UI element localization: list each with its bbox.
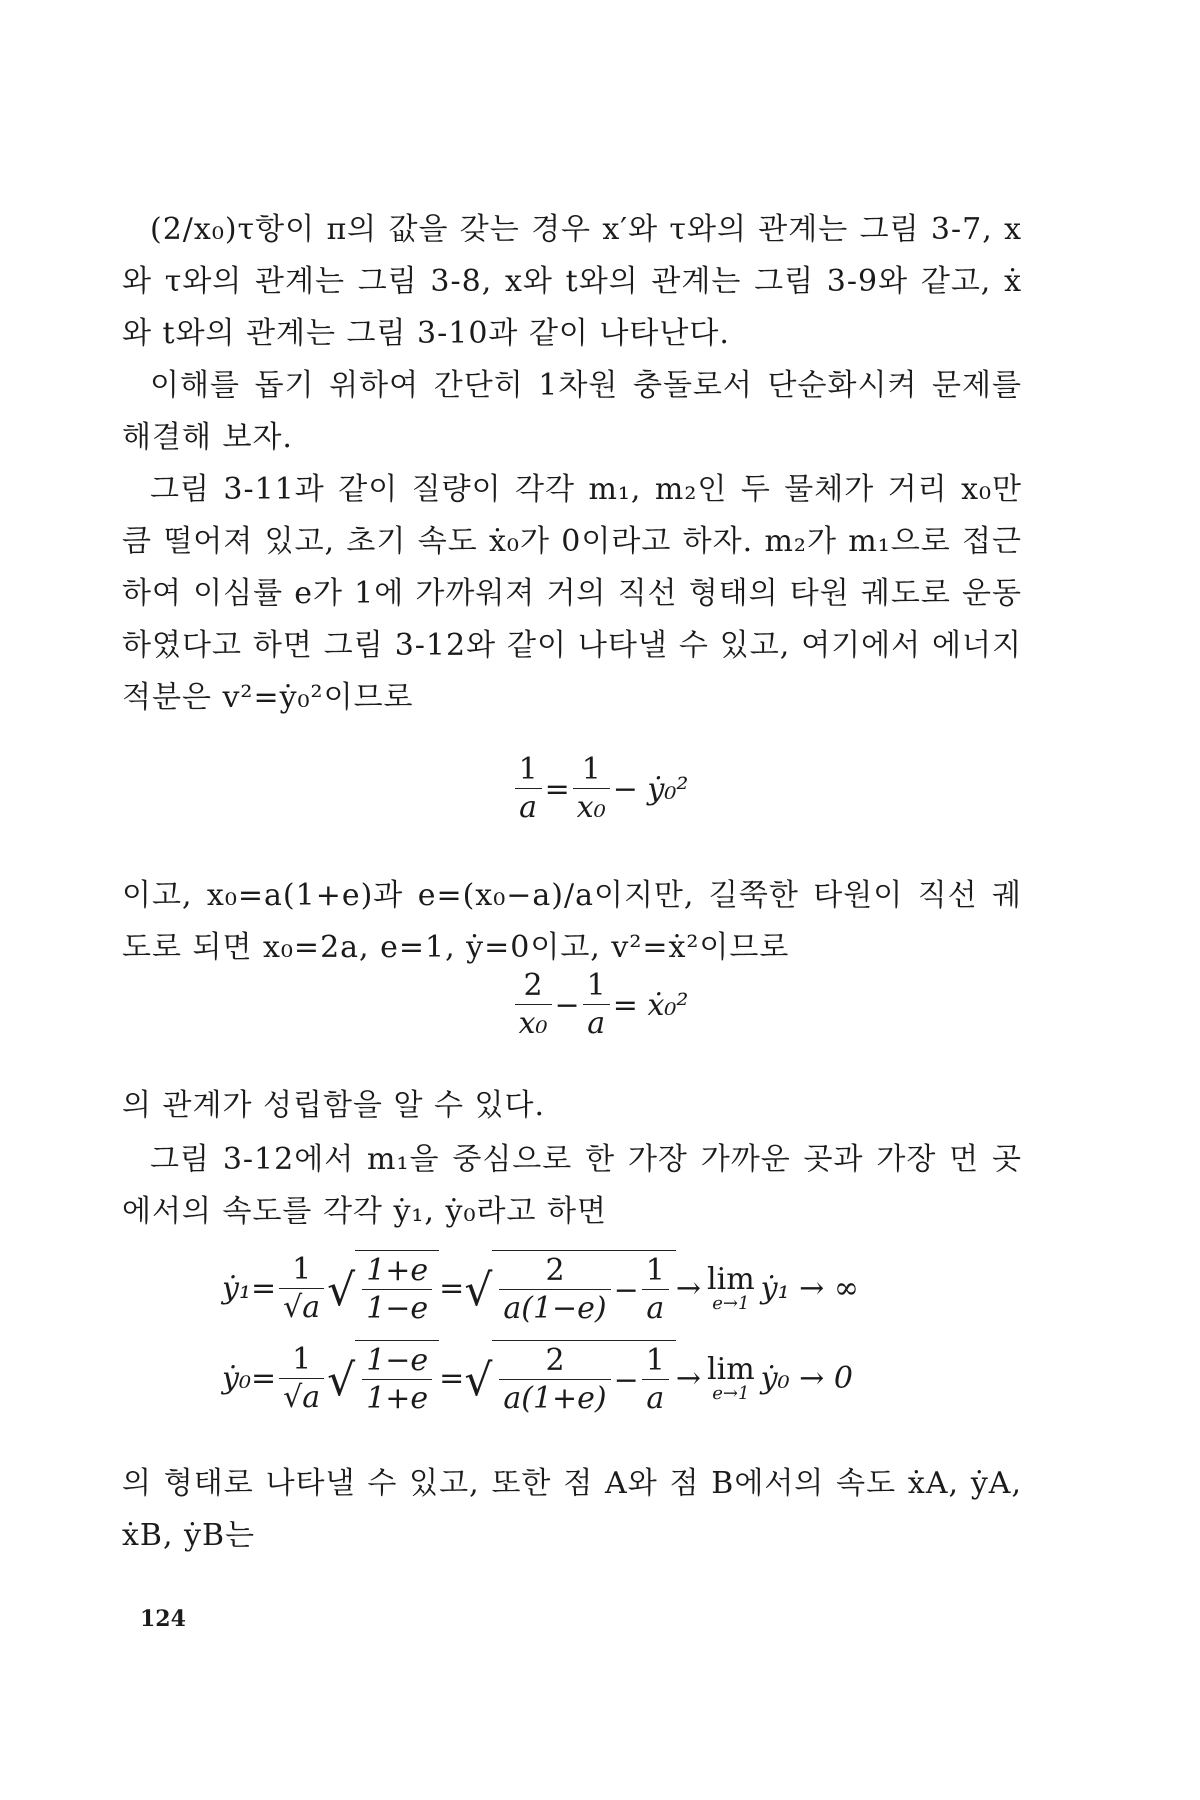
eq1-denominator-1: a [519, 790, 538, 825]
paragraph-7: 의 형태로 나타낼 수 있고, 또한 점 A와 점 B에서의 속도 ẋA, ẏA, ẋB, ẏB는 [122, 1466, 1022, 1553]
equation-velocity: $\frac{2}{\text{x₀}}$ − $\frac{1}{a}$ = ẋ₀² [0, 968, 1200, 1043]
eq1-numerator-1: 1 [515, 752, 542, 789]
paragraph-3: 그림 3-11과 같이 질량이 각각 m₁, m₂인 두 물체가 거리 x₀만큼 떨어져 있고, 초기 속도 ẋ₀가 0이라고 하자. m₂가 m₁으로 접근하여 이심률 e가 1에 가까워져 거의 직선 형태의 타원 궤도로 운동하였다고 하면 그림 3-12와 같이 나타낼 수 있고, 여기에서 에너지 적분은 v²=ẏ₀²이므로 [122, 472, 1022, 715]
eq1-denominator-2: x₀ [576, 790, 606, 825]
paragraph-5: 의 관계가 성립함을 알 수 있다. [122, 1088, 545, 1123]
equation-energy: $\frac{1}{a}$ = $\frac{1}{\text{x₀}}$ − ẏ₀² [0, 752, 1200, 827]
paragraph-2: 이해를 돕기 위하여 간단히 1차원 충돌로서 단순화시켜 문제를 해결해 보자. [122, 368, 1022, 455]
paragraph-6: 그림 3-12에서 m₁을 중심으로 한 가장 가까운 곳과 가장 먼 곳에서의 속도를 각각 ẏ₁, ẏ₀라고 하면 [122, 1142, 1022, 1229]
paragraph-1: (2/x₀)τ항이 π의 값을 갖는 경우 x′와 τ와의 관계는 그림 3-7, x와 τ와의 관계는 그림 3-8, x와 t와의 관계는 그림 3-9와 같고, ẋ와 t와의 관계는 그림 3-10과 같이 나타난다. [122, 212, 1022, 351]
page-number: 124 [140, 1606, 186, 1632]
equation-apoapsis-speed: ẏ₀= $\frac{1}{√a}$ √ $\frac{1-e}{1+e}$ =√ $\frac{2}{a(1+e)}$ − $\frac{1}{a}$ → lim e→1 ẏ₀ → 0 [222, 1341, 853, 1416]
paragraph-4: 이고, x₀=a(1+e)과 e=(x₀−a)/a이지만, 길쭉한 타원이 직선 궤도로 되면 x₀=2a, e=1, ẏ=0이고, v²=ẋ²이므로 [122, 878, 1022, 965]
eq1-numerator-2: 1 [573, 752, 610, 789]
equation-periapsis-speed: ẏ₁= $\frac{1}{√a}$ √ $\frac{1+e}{1-e}$ =√ $\frac{2}{a(1-e)}$ − $\frac{1}{a}$ → lim e→1 ẏ₁ → ∞ [222, 1251, 859, 1326]
eq1-rest: − ẏ₀² [612, 771, 689, 807]
